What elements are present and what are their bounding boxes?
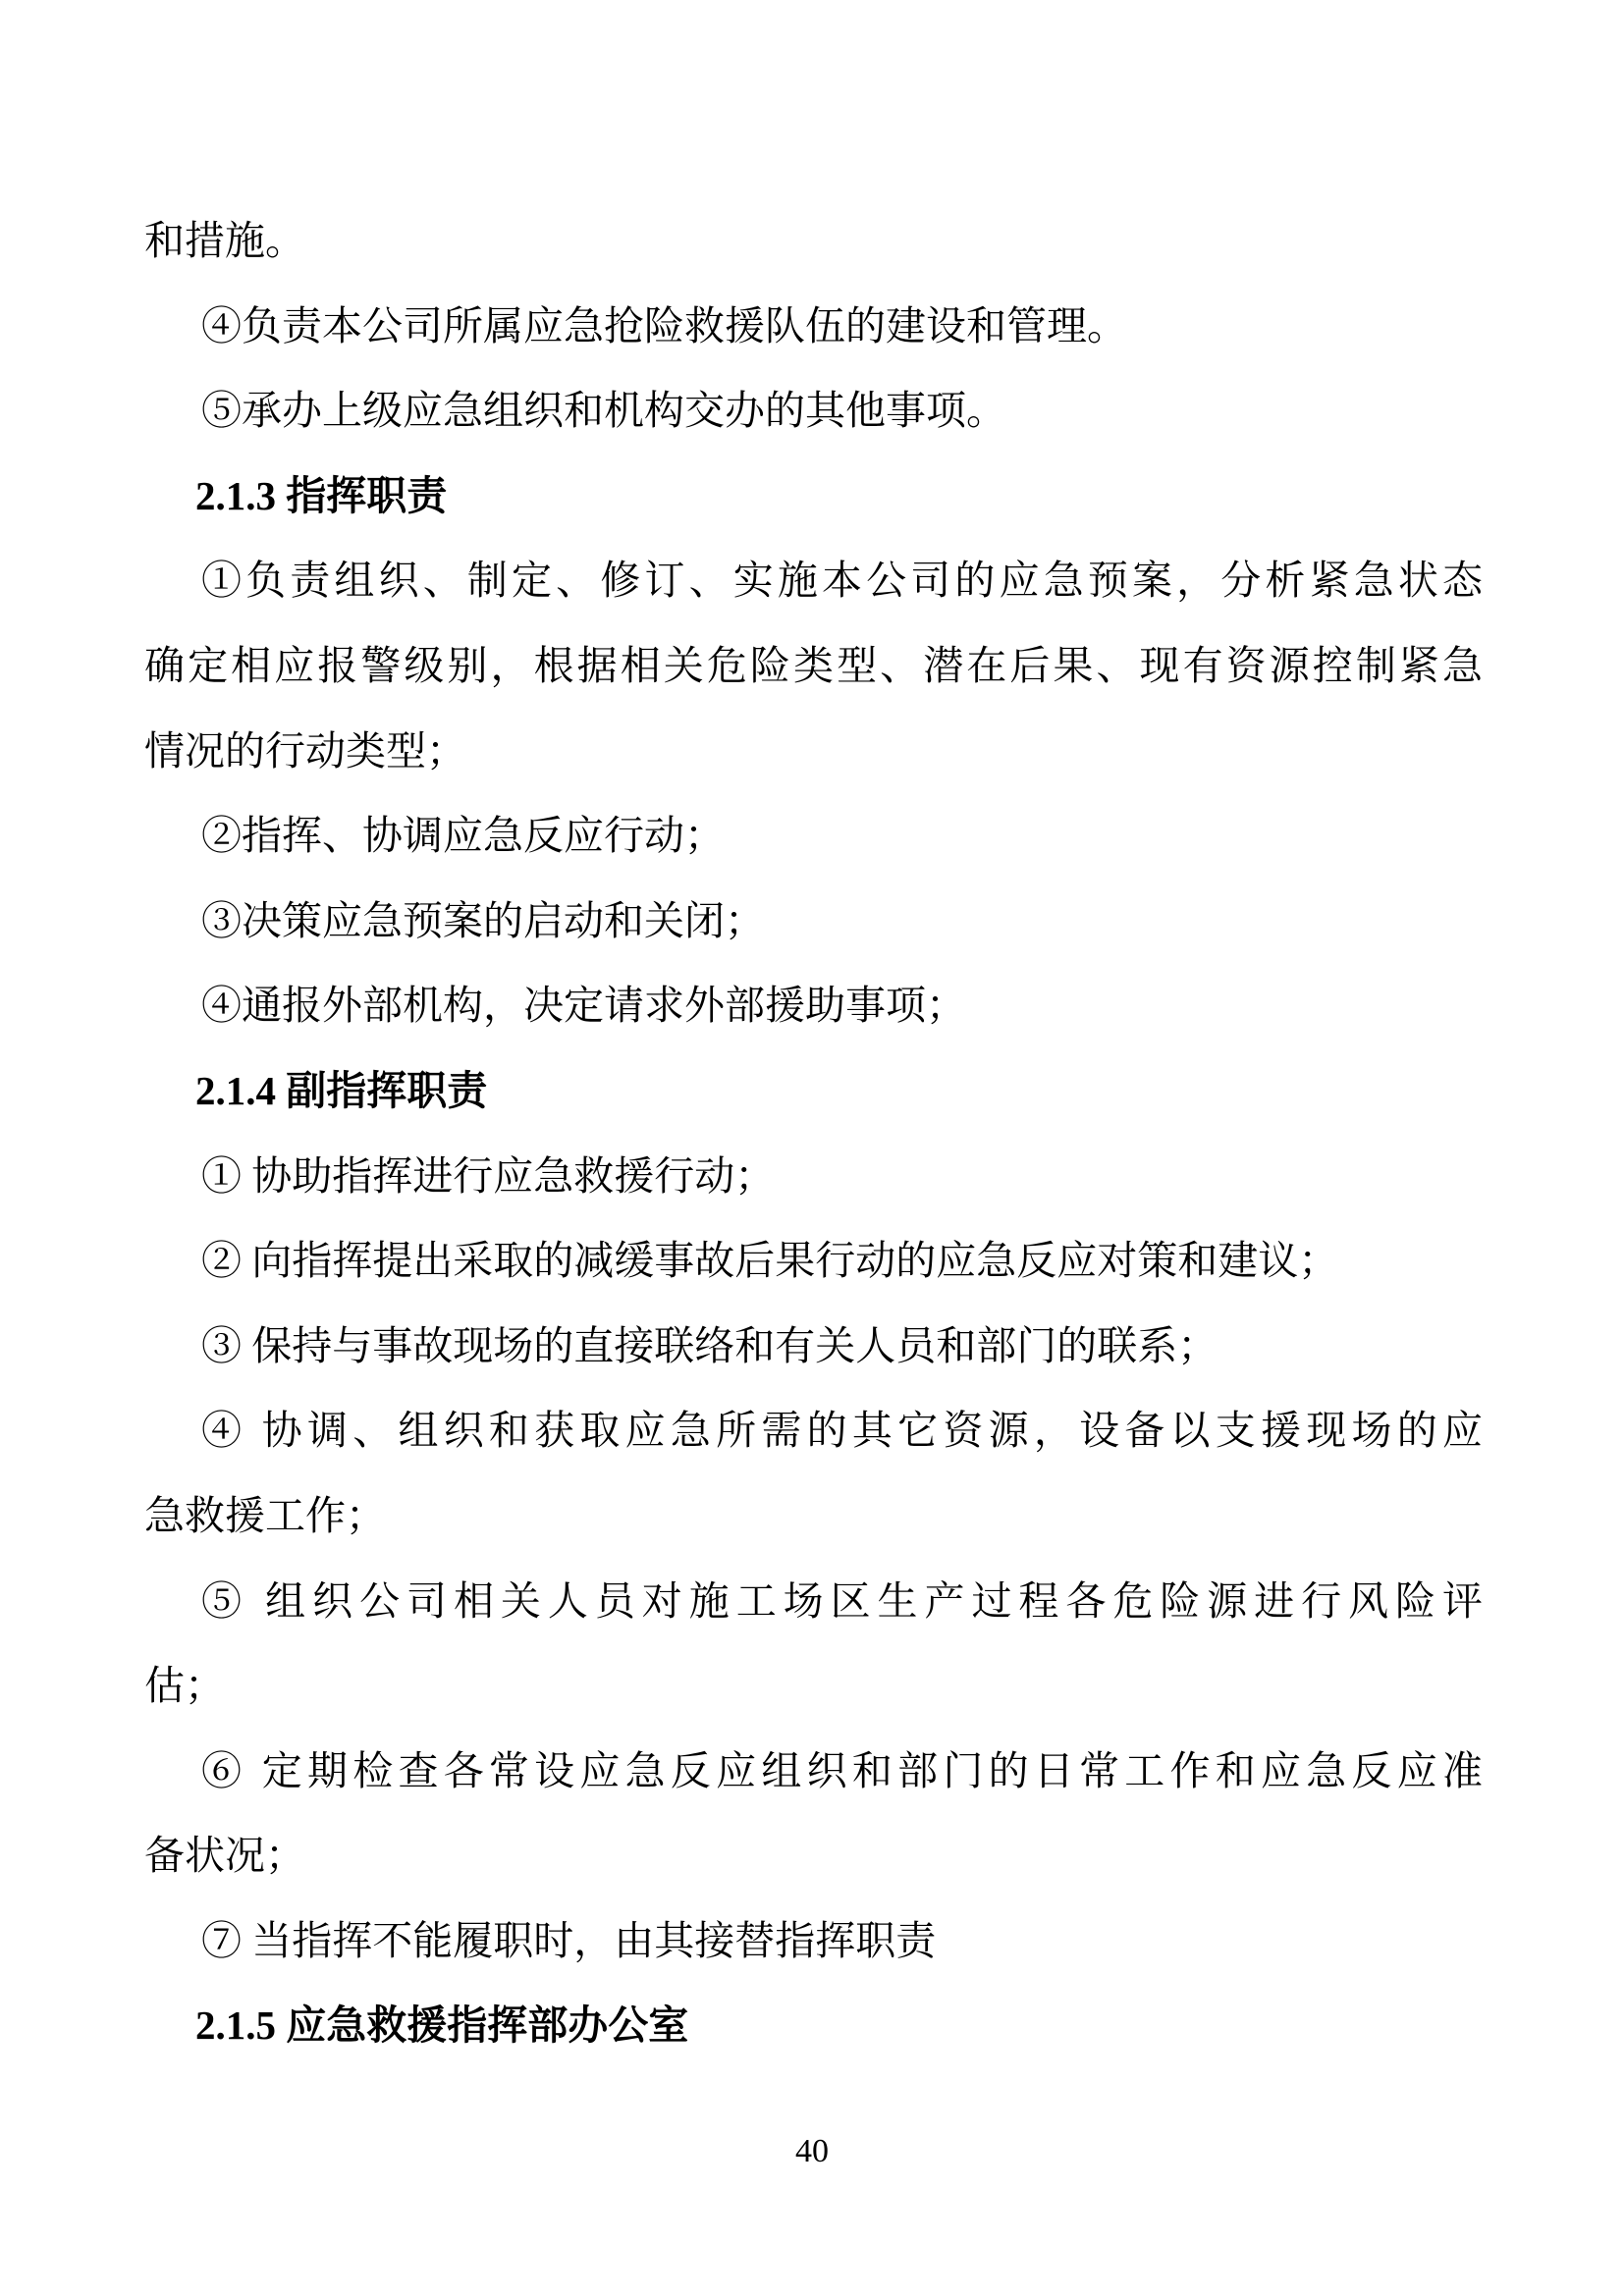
paragraph-line: ② 向指挥提出采取的减缓事故后果行动的应急反应对策和建议； — [201, 1238, 1339, 1284]
section-heading: 2.1.3 指挥职责 — [195, 472, 448, 518]
paragraph-line: ⑤承办上级应急组织和机构交办的其他事项。 — [201, 388, 1006, 434]
paragraph-line: ① 协助指挥进行应急救援行动； — [201, 1152, 776, 1199]
paragraph-line: 确定相应报警级别，根据相关危险类型、潜在后果、现有资源控制紧急 — [144, 642, 1483, 688]
paragraph-line: ③决策应急预案的启动和关闭； — [201, 897, 765, 943]
section-heading: 2.1.5 应急救援指挥部办公室 — [195, 2002, 689, 2049]
page-number: 40 — [795, 2133, 829, 2169]
paragraph-line: ③ 保持与事故现场的直接联络和有关人员和部门的联系； — [201, 1322, 1218, 1368]
paragraph-line: ①负责组织、制定、修订、实施本公司的应急预案，分析紧急状态 — [201, 558, 1483, 604]
page-footer — [0, 2128, 1624, 2175]
document-body — [144, 198, 1483, 2068]
section-heading: 2.1.4 副指挥职责 — [195, 1067, 488, 1113]
paragraph-line: ⑥ 定期检查各常设应急反应组织和部门的日常工作和应急反应准 — [201, 1747, 1483, 1793]
paragraph-line: ④ 协调、组织和获取应急所需的其它资源，设备以支援现场的应 — [201, 1408, 1483, 1454]
paragraph-line: 急救援工作； — [144, 1492, 386, 1538]
paragraph-line: 备状况； — [144, 1833, 305, 1879]
paragraph-line: ⑦ 当指挥不能履职时，由其接替指挥职责 — [201, 1917, 937, 1963]
paragraph-line: ④负责本公司所属应急抢险救援队伍的建设和管理。 — [201, 302, 1127, 348]
paragraph-line: ④通报外部机构，决定请求外部援助事项； — [201, 983, 966, 1029]
paragraph-line: ⑤ 组织公司相关人员对施工场区生产过程各危险源进行风险评 — [201, 1577, 1483, 1624]
paragraph-line: 估； — [144, 1663, 225, 1709]
paragraph-line: 和措施。 — [144, 218, 305, 263]
paragraph-line: 情况的行动类型； — [144, 727, 466, 774]
paragraph-line: ②指挥、协调应急反应行动； — [201, 813, 725, 859]
